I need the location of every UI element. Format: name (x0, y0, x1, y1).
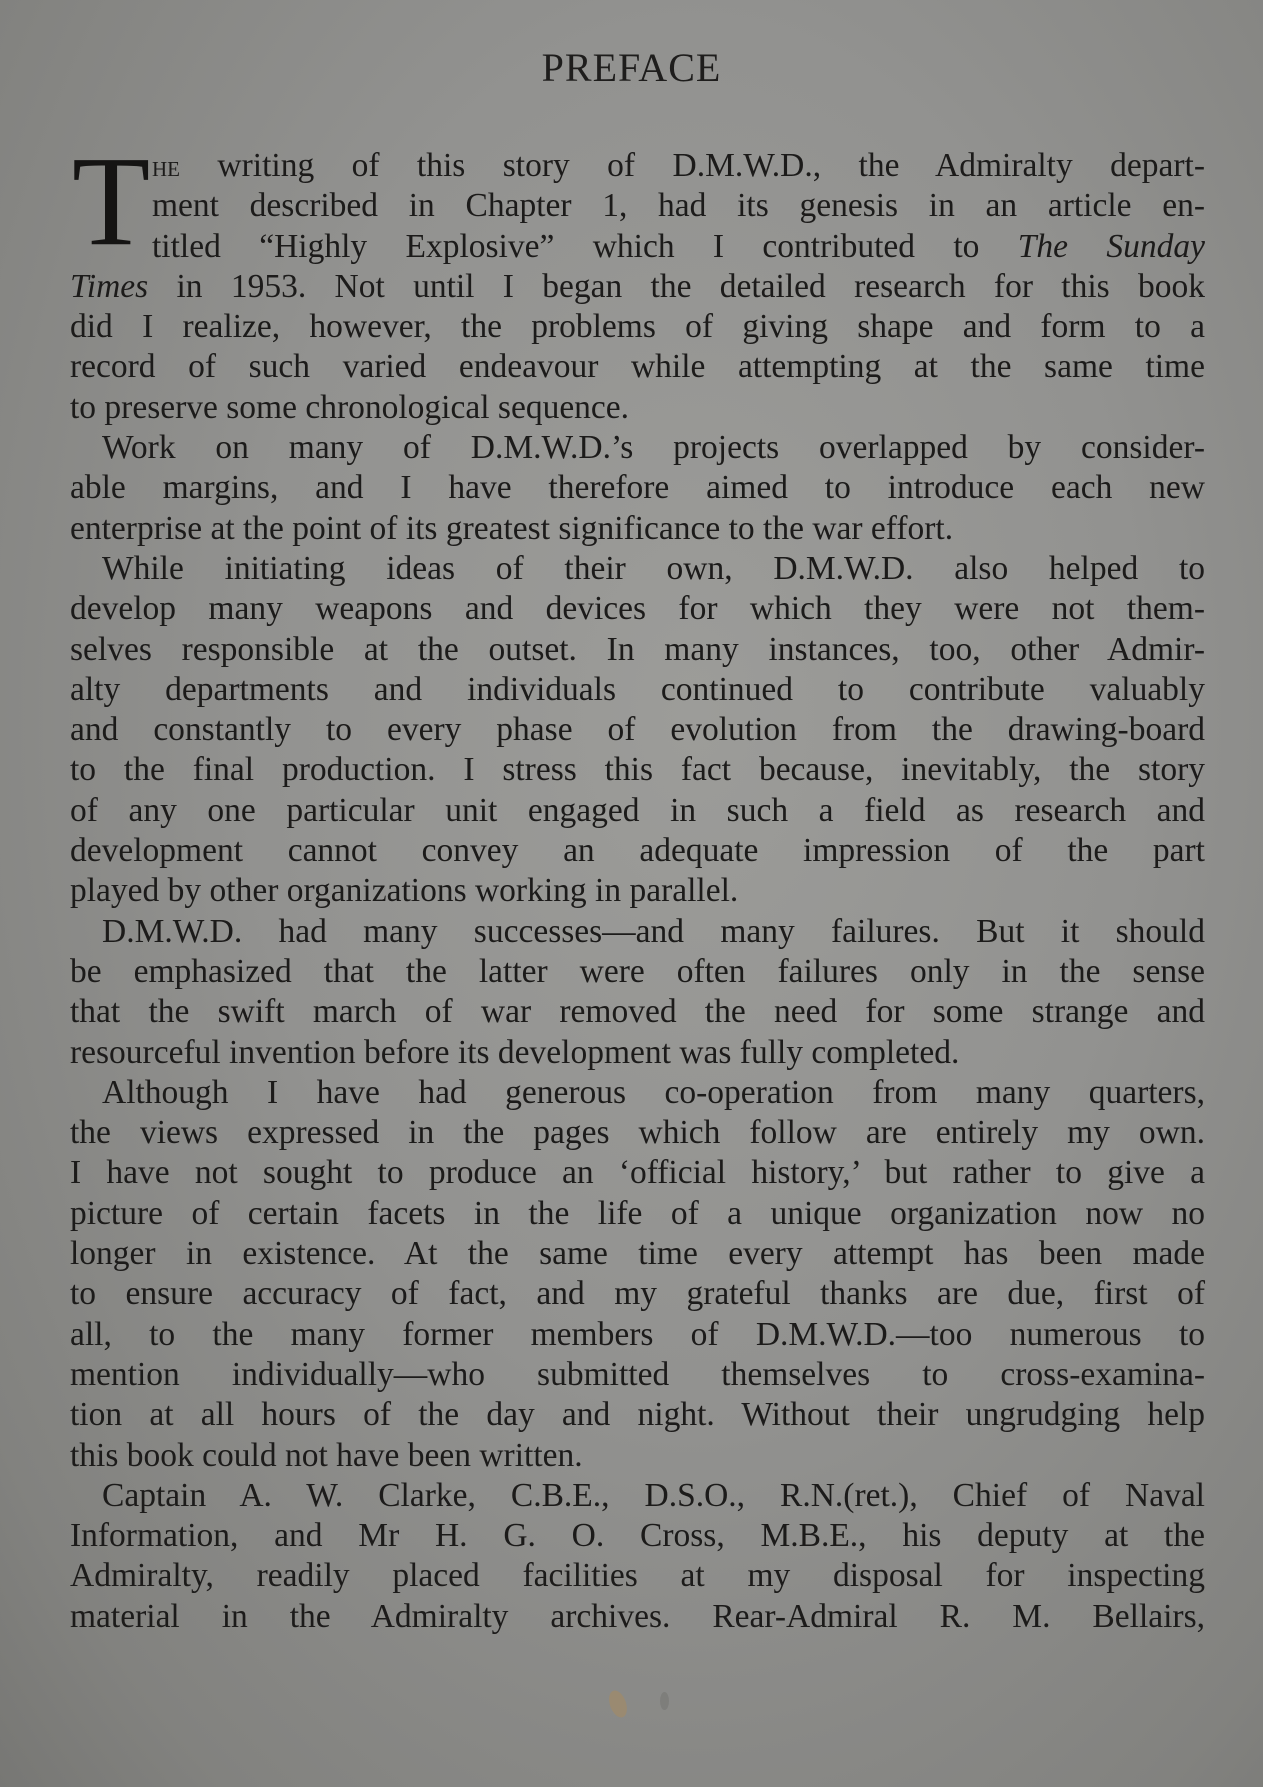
text-line: Admiralty, readily placed facilities at my disposal for inspecting (70, 1557, 1205, 1595)
text-line: Although I have had generous co-operation from many quarters, (102, 1073, 1205, 1111)
paragraph-3 (70, 549, 1205, 912)
text-line: mention individually—who submitted themselves to cross-examina- (70, 1355, 1205, 1393)
text-line: develop many weapons and devices for which they were not them- (70, 590, 1205, 628)
text-line: record of such varied endeavour while attempting at the same time (70, 348, 1205, 386)
paragraph-4 (70, 912, 1205, 1073)
text-line: this book could not have been written. (70, 1436, 583, 1474)
line-text: titled “Highly Explosive” which I contributed to (152, 227, 1018, 265)
text-line: development cannot convey an adequate impression of the part (70, 832, 1205, 870)
text-line: Work on many of D.M.W.D.’s projects overlapped by consider- (102, 429, 1205, 467)
text-line: tion at all hours of the day and night. Without their ungrudging help (70, 1396, 1205, 1434)
text-line: D.M.W.D. had many successes—and many failures. But it should (102, 912, 1205, 950)
drop-cap: T (72, 130, 151, 272)
text-line (70, 227, 1205, 267)
text-line: all, to the many former members of D.M.W.D.—too numerous to (70, 1315, 1205, 1353)
small-caps-lead: he (152, 150, 180, 183)
text-line: ment described in Chapter 1, had its genesis in an article en- (152, 187, 1205, 225)
text-line: and constantly to every phase of evolution from the drawing-board (70, 711, 1205, 749)
paragraph-6 (70, 1476, 1205, 1637)
text-line: enterprise at the point of its greatest significance to the war effort. (70, 509, 954, 547)
page-title: PREFACE (541, 45, 722, 90)
text-line: played by other organizations working in parallel. (70, 872, 739, 910)
line-text: writing of this story of D.M.W.D., the Admiralty depart- (180, 147, 1205, 184)
text-line: to preserve some chronological sequence. (70, 388, 630, 426)
paragraph-5 (70, 1073, 1205, 1476)
preface-body (70, 130, 1205, 1637)
text-line: Information, and Mr H. G. O. Cross, M.B.E., his deputy at the (70, 1517, 1205, 1555)
paper-stain (606, 1688, 631, 1720)
text-line: the views expressed in the pages which follow are entirely my own. (70, 1114, 1205, 1152)
italic-title: The Sunday (1017, 227, 1205, 265)
text-line: able margins, and I have therefore aimed to introduce each new (70, 469, 1205, 507)
paragraph-2 (70, 428, 1205, 549)
text-line (70, 267, 1205, 307)
text-line: I have not sought to produce an ‘official history,’ but rather to give a (70, 1154, 1205, 1192)
text-line (70, 146, 1205, 186)
paragraph-1 (70, 130, 1205, 428)
line-text: in 1953. Not until I began the detailed research for this book (148, 267, 1205, 305)
text-line: that the swift march of war removed the need for some strange and (70, 993, 1205, 1031)
text-line: to ensure accuracy of fact, and my grateful thanks are due, first of (70, 1275, 1205, 1313)
text-line: picture of certain facets in the life of a unique organization now no (70, 1194, 1205, 1232)
text-line: resourceful invention before its development was fully completed. (70, 1033, 960, 1071)
text-line: be emphasized that the latter were often failures only in the sense (70, 952, 1205, 990)
paper-mark (660, 1692, 669, 1710)
text-line: of any one particular unit engaged in such a field as research and (70, 791, 1205, 829)
text-line: Captain A. W. Clarke, C.B.E., D.S.O., R.N.(ret.), Chief of Naval (102, 1476, 1205, 1514)
text-line: to the final production. I stress this fact because, inevitably, the story (70, 751, 1205, 789)
text-line: alty departments and individuals continued to contribute valuably (70, 670, 1205, 708)
text-line: While initiating ideas of their own, D.M.W.D. also helped to (102, 549, 1205, 587)
italic-title: Times (70, 267, 149, 305)
text-line: did I realize, however, the problems of giving shape and form to a (70, 308, 1205, 346)
text-line: material in the Admiralty archives. Rear-Admiral R. M. Bellairs, (70, 1597, 1205, 1635)
text-line: selves responsible at the outset. In many instances, too, other Admir- (70, 630, 1205, 668)
text-line: longer in existence. At the same time every attempt has been made (70, 1235, 1205, 1273)
